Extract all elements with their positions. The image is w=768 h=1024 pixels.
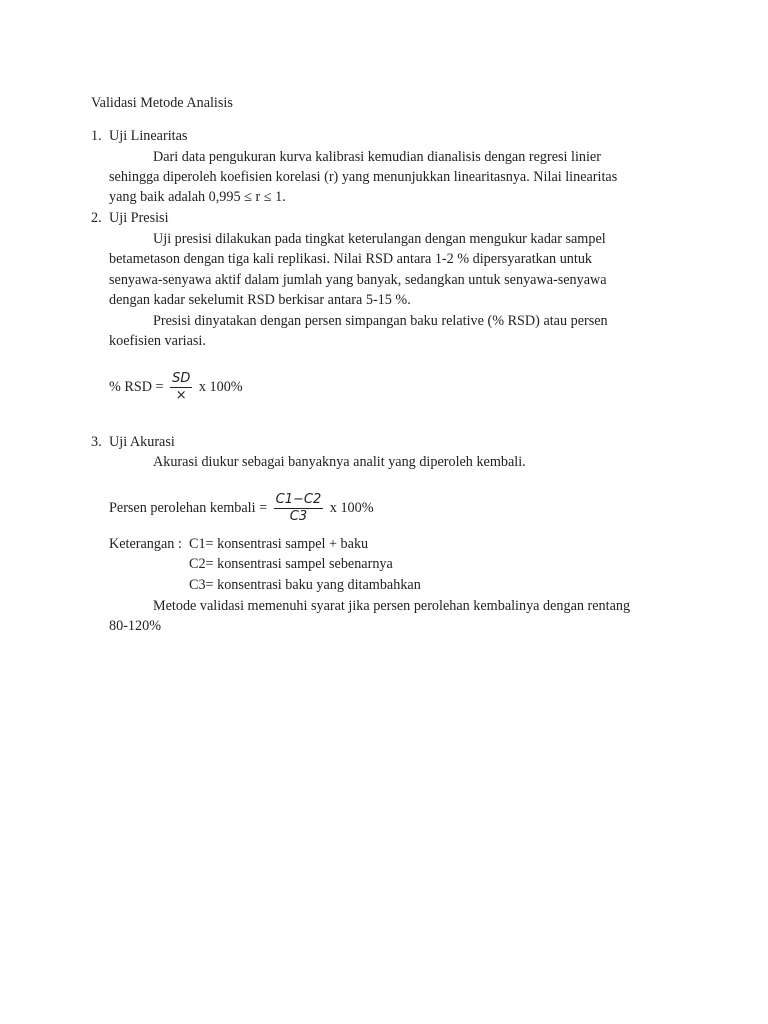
document-title: Validasi Metode Analisis <box>91 95 233 111</box>
section-2-number: 2. <box>91 210 102 226</box>
legend-prefix: Keterangan : <box>109 536 182 552</box>
section-1-paragraph-line: Dari data pengukuran kurva kalibrasi kemudian dianalisis dengan regresi linier <box>153 149 601 165</box>
recovery-formula-rhs: x 100% <box>326 500 374 516</box>
section-3-heading: Uji Akurasi <box>109 434 175 450</box>
recovery-denominator: C3 <box>289 509 308 524</box>
rsd-denominator: × <box>175 388 187 403</box>
section-3-closing-line: 80-120% <box>109 618 162 634</box>
section-1-heading: Uji Linearitas <box>109 128 188 144</box>
section-3-closing-line: Metode validasi memenuhi syarat jika persen perolehan kembalinya dengan rentang <box>153 598 631 614</box>
legend-item: C1= konsentrasi sampel + baku <box>189 536 369 552</box>
section-2-paragraph-line: betametason dengan tiga kali replikasi. Nilai RSD antara 1-2 % dipersyaratkan untuk <box>109 251 593 267</box>
recovery-formula-lhs: Persen perolehan kembali = <box>109 500 271 516</box>
legend-item: C2= konsentrasi sampel sebenarnya <box>189 556 393 572</box>
section-3-number: 3. <box>91 434 102 450</box>
rsd-fraction <box>170 371 192 404</box>
section-2-paragraph-line: dengan kadar sekelumit RSD berkisar antara 5-15 %. <box>109 292 411 308</box>
legend-item: C3= konsentrasi baku yang ditambahkan <box>189 577 421 593</box>
section-2-heading: Uji Presisi <box>109 210 169 226</box>
recovery-formula <box>109 492 374 525</box>
recovery-numerator: C1−C2 <box>275 492 322 507</box>
rsd-formula-lhs: % RSD = <box>109 379 168 395</box>
section-1-paragraph-line: sehingga diperoleh koefisien korelasi (r) yang menunjukkan linearitasnya. Nilai linearitas <box>109 169 618 185</box>
section-2-paragraph-line: senyawa-senyawa aktif dalam jumlah yang banyak, sedangkan untuk senyawa-senyawa <box>109 272 607 288</box>
rsd-numerator: SD <box>172 371 191 386</box>
rsd-formula <box>109 371 243 404</box>
rsd-formula-rhs: x 100% <box>195 379 243 395</box>
section-2-paragraph-line: Presisi dinyatakan dengan persen simpangan baku relative (% RSD) atau persen <box>153 313 608 329</box>
section-2-paragraph-line: koefisien variasi. <box>109 333 206 349</box>
section-1-paragraph-line: yang baik adalah 0,995 ≤ r ≤ 1. <box>109 189 286 205</box>
section-2-paragraph-line: Uji presisi dilakukan pada tingkat keterulangan dengan mengukur kadar sampel <box>153 231 606 247</box>
section-1-number: 1. <box>91 128 102 144</box>
section-3-paragraph-line: Akurasi diukur sebagai banyaknya analit yang diperoleh kembali. <box>153 454 526 470</box>
recovery-fraction <box>274 492 324 525</box>
